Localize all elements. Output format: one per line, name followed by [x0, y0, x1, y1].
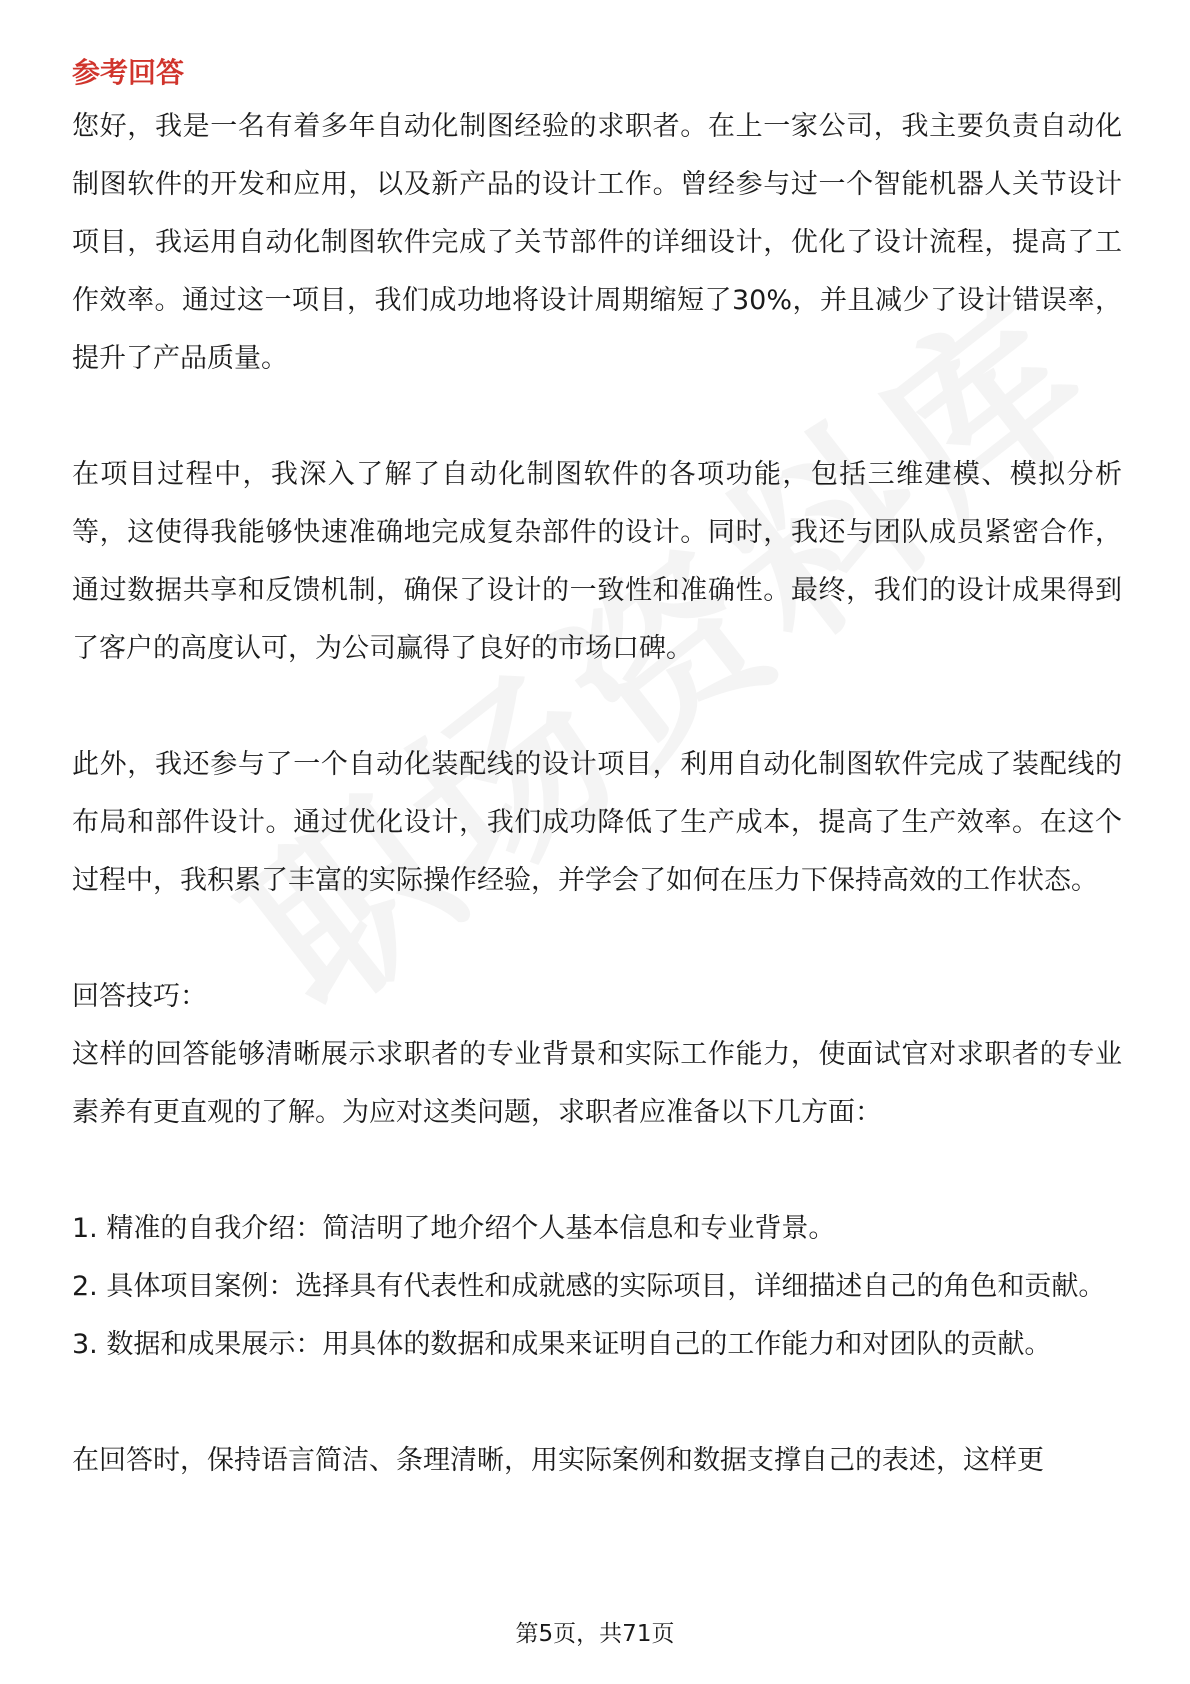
answer-paragraph-2: 在项目过程中，我深入了解了自动化制图软件的各项功能，包括三维建模、模拟分析等，这使得我能够快速准确地完成复杂部件的设计。同时，我还与团队成员紧密合作，通过数据共享和反馈机制，确保了设计的一致性和准确性。最终，我们的设计成果得到了客户的高度认可，为公司赢得了良好的市场口碑。 [72, 459, 1122, 664]
spacer [72, 910, 1122, 968]
tips-intro: 这样的回答能够清晰展示求职者的专业背景和实际工作能力，使面试官对求职者的专业素养有更直观的了解。为应对这类问题，求职者应准备以下几方面： [72, 1039, 1122, 1128]
tips-title: 回答技巧： [72, 981, 207, 1012]
spacer [72, 388, 1122, 446]
document-body [72, 48, 1122, 1490]
tips-list-item-1: 1. 精准的自我介绍：简洁明了地介绍个人基本信息和专业背景。 [72, 1213, 836, 1244]
tips-list-item-2: 2. 具体项目案例：选择具有代表性和成就感的实际项目，详细描述自己的角色和贡献。 [72, 1271, 1106, 1302]
closing-paragraph: 在回答时，保持语言简洁、条理清晰，用实际案例和数据支撑自己的表述，这样更 [72, 1445, 1044, 1476]
answer-paragraph-1: 您好，我是一名有着多年自动化制图经验的求职者。在上一家公司，我主要负责自动化制图软件的开发和应用，以及新产品的设计工作。曾经参与过一个智能机器人关节设计项目，我运用自动化制图软件完成了关节部件的详细设计，优化了设计流程，提高了工作效率。通过这一项目，我们成功地将设计周期缩短了30%，并且减少了设计错误率，提升了产品质量。 [72, 111, 1122, 374]
answer-paragraph-3: 此外，我还参与了一个自动化装配线的设计项目，利用自动化制图软件完成了装配线的布局和部件设计。通过优化设计，我们成功降低了生产成本，提高了生产效率。在这个过程中，我积累了丰富的实际操作经验，并学会了如何在压力下保持高效的工作状态。 [72, 749, 1122, 896]
section-heading: 参考回答 [72, 56, 185, 89]
spacer [72, 1374, 1122, 1432]
page-number: 第5页，共71页 [515, 1621, 675, 1647]
tips-list-item-3: 3. 数据和成果展示：用具体的数据和成果来证明自己的工作能力和对团队的贡献。 [72, 1329, 1052, 1360]
spacer [72, 678, 1122, 736]
spacer [72, 1142, 1122, 1200]
